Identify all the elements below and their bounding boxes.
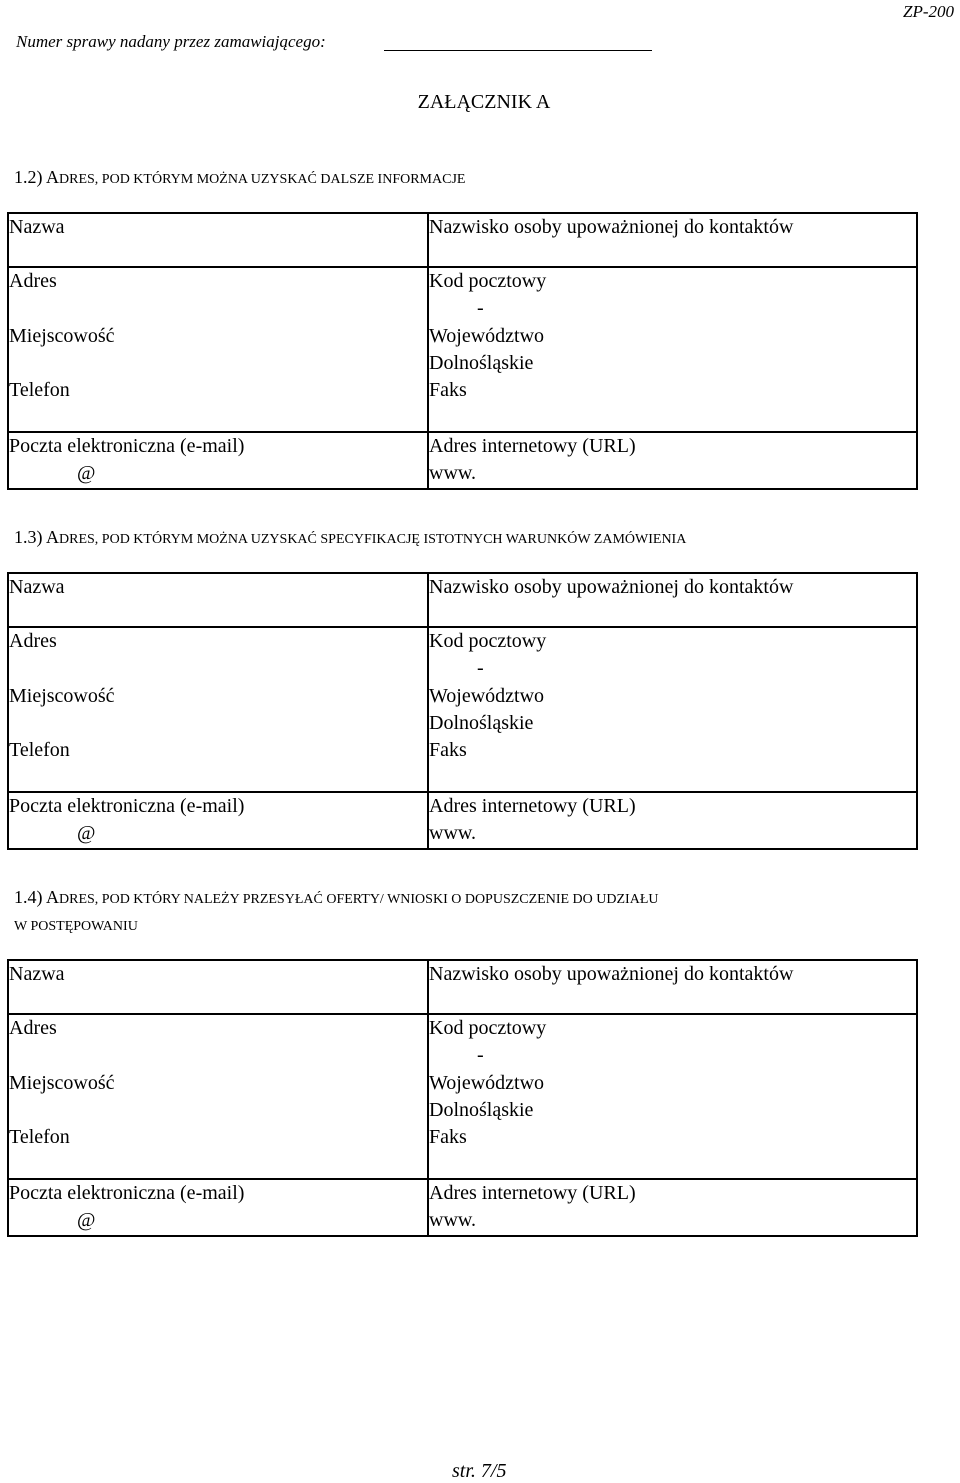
url-value: www. xyxy=(429,462,477,484)
email-label: Poczta elektroniczna (e-mail) xyxy=(9,435,245,457)
page-title: ZAŁĄCZNIK A xyxy=(417,91,551,113)
email-cell[interactable] xyxy=(8,432,428,489)
url-cell[interactable] xyxy=(428,792,917,849)
kod-label: Kod pocztowy xyxy=(429,1017,547,1039)
miejscowosc-label: Miejscowość xyxy=(9,325,115,347)
wojewodztwo-label: Województwo xyxy=(429,1072,545,1094)
email-cell[interactable] xyxy=(8,792,428,849)
nazwa-cell[interactable] xyxy=(8,960,428,1014)
url-value: www. xyxy=(429,822,477,844)
adres-label: Adres xyxy=(9,1017,57,1039)
kod-value: - xyxy=(477,297,484,319)
nazwisko-cell[interactable] xyxy=(428,573,917,627)
page-number: str. 7/5 xyxy=(452,1460,507,1482)
telefon-label: Telefon xyxy=(9,739,70,761)
url-label: Adres internetowy (URL) xyxy=(429,1182,636,1204)
email-cell[interactable] xyxy=(8,1179,428,1236)
nazwisko-cell[interactable] xyxy=(428,213,917,267)
section-1-2-form xyxy=(7,212,918,490)
wojewodztwo-value: Dolnośląskie xyxy=(429,712,534,734)
email-value: @ xyxy=(77,462,96,484)
faks-label: Faks xyxy=(429,379,467,401)
telefon-label: Telefon xyxy=(9,1126,70,1148)
adres-label: Adres xyxy=(9,630,57,652)
kod-value: - xyxy=(477,1044,484,1066)
address-block-left[interactable] xyxy=(8,1014,428,1179)
address-block-right[interactable] xyxy=(428,627,917,792)
wojewodztwo-value: Dolnośląskie xyxy=(429,352,534,374)
section-1-3-form xyxy=(7,572,918,850)
url-label: Adres internetowy (URL) xyxy=(429,795,636,817)
faks-label: Faks xyxy=(429,1126,467,1148)
wojewodztwo-label: Województwo xyxy=(429,325,545,347)
email-label: Poczta elektroniczna (e-mail) xyxy=(9,795,245,817)
miejscowosc-label: Miejscowość xyxy=(9,685,115,707)
kod-label: Kod pocztowy xyxy=(429,270,547,292)
email-value: @ xyxy=(77,822,96,844)
form-code: ZP-200 xyxy=(903,2,954,21)
wojewodztwo-label: Województwo xyxy=(429,685,545,707)
kod-label: Kod pocztowy xyxy=(429,630,547,652)
nazwisko-label: Nazwisko osoby upoważnionej do kontaktów xyxy=(429,216,794,238)
nazwisko-label: Nazwisko osoby upoważnionej do kontaktów xyxy=(429,576,794,598)
miejscowosc-label: Miejscowość xyxy=(9,1072,115,1094)
section-1-4-heading: 1.4) ADRES, POD KTÓRY NALEŻY PRZESYŁAĆ OFERTY/ WNIOSKI O DOPUSZCZENIE DO UDZIAŁU W POSTĘPOWANIU xyxy=(14,887,659,934)
nazwa-cell[interactable] xyxy=(8,573,428,627)
nazwa-label: Nazwa xyxy=(9,576,65,598)
case-number-label: Numer sprawy nadany przez zamawiającego: xyxy=(16,32,326,51)
nazwa-label: Nazwa xyxy=(9,963,65,985)
section-1-2-heading: 1.2) ADRES, POD KTÓRYM MOŻNA UZYSKAĆ DALSZE INFORMACJE xyxy=(14,167,466,187)
address-block-left[interactable] xyxy=(8,627,428,792)
address-block-left[interactable] xyxy=(8,267,428,432)
faks-label: Faks xyxy=(429,739,467,761)
email-label: Poczta elektroniczna (e-mail) xyxy=(9,1182,245,1204)
section-1-3-heading: 1.3) ADRES, POD KTÓRYM MOŻNA UZYSKAĆ SPECYFIKACJĘ ISTOTNYCH WARUNKÓW ZAMÓWIENIA xyxy=(14,527,687,547)
telefon-label: Telefon xyxy=(9,379,70,401)
address-block-right[interactable] xyxy=(428,1014,917,1179)
url-label: Adres internetowy (URL) xyxy=(429,435,636,457)
address-block-right[interactable] xyxy=(428,267,917,432)
email-value: @ xyxy=(77,1209,96,1231)
kod-value: - xyxy=(477,657,484,679)
nazwisko-label: Nazwisko osoby upoważnionej do kontaktów xyxy=(429,963,794,985)
adres-label: Adres xyxy=(9,270,57,292)
nazwisko-cell[interactable] xyxy=(428,960,917,1014)
nazwa-label: Nazwa xyxy=(9,216,65,238)
url-value: www. xyxy=(429,1209,477,1231)
url-cell[interactable] xyxy=(428,1179,917,1236)
wojewodztwo-value: Dolnośląskie xyxy=(429,1099,534,1121)
nazwa-cell[interactable] xyxy=(8,213,428,267)
url-cell[interactable] xyxy=(428,432,917,489)
section-1-4-form xyxy=(7,959,918,1237)
case-number-field-line xyxy=(384,50,652,51)
